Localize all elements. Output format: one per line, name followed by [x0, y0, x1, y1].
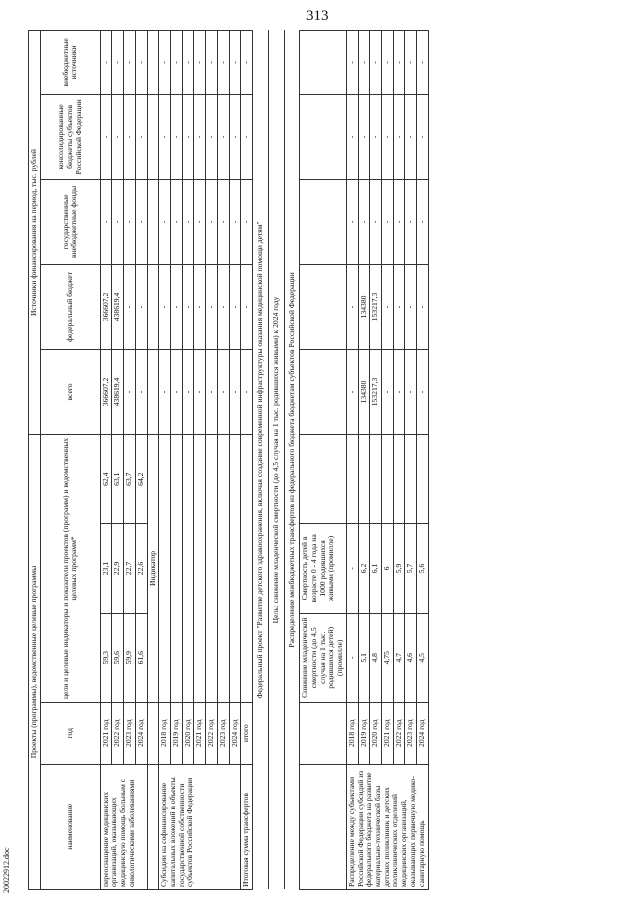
rotated-table-area [28, 30, 638, 890]
funds-cell: - [124, 179, 136, 264]
funds-cell: - [370, 179, 382, 264]
table-row [194, 31, 206, 890]
table-row [229, 31, 241, 890]
offbudget-cell: - [405, 31, 417, 95]
consolidated-cell: - [217, 94, 229, 179]
federal-cell: - [229, 264, 241, 349]
indicator-value: 23,1 [100, 524, 112, 613]
funds-cell: - [100, 179, 112, 264]
page-number: 313 [306, 8, 329, 24]
year-cell: 2019 год [358, 702, 370, 764]
indicator-empty [346, 435, 358, 524]
indicator-value: - [346, 613, 358, 702]
indicator-value: 6 [381, 524, 393, 613]
funds-cell: - [405, 179, 417, 264]
table-row [370, 31, 382, 890]
offbudget-cell: - [370, 31, 382, 95]
indicator-empty [159, 435, 171, 703]
total-body [241, 31, 346, 890]
federal-cell: 134380 [358, 264, 370, 349]
year-cell: 2021 год [100, 702, 112, 764]
col-year: год [40, 702, 100, 764]
total-cell: 438619,4 [112, 349, 124, 434]
offbudget-cell: - [124, 31, 136, 95]
funds-cell: - [171, 179, 183, 264]
year-cell: 2024 год [417, 702, 429, 764]
footer-filename: 20022912.doc [2, 847, 11, 893]
federal-cell: 153217,3 [370, 264, 382, 349]
funds-cell: - [381, 179, 393, 264]
indicator-value: 61,6 [135, 613, 147, 702]
total-row-year: итого [241, 702, 253, 764]
total-cell: - [171, 349, 183, 434]
indicator-value: 4,7 [393, 613, 405, 702]
federal-cell: - [381, 264, 393, 349]
indicator-value: 64,2 [135, 435, 147, 524]
funds-cell: - [417, 179, 429, 264]
offbudget-cell: - [229, 31, 241, 95]
indicator-value: 4,5 [417, 613, 429, 702]
funds-cell: - [393, 179, 405, 264]
consolidated-cell: - [135, 94, 147, 179]
funds-cell: - [159, 179, 171, 264]
consolidated-cell: - [393, 94, 405, 179]
total-row-funds: - [241, 179, 253, 264]
total-cell: - [417, 349, 429, 434]
consolidated-cell: - [405, 94, 417, 179]
federal-cell: - [346, 264, 358, 349]
indicator-empty [194, 435, 206, 703]
total-cell: - [194, 349, 206, 434]
indicator-value: 4,75 [381, 613, 393, 702]
year-cell: 2018 год [159, 702, 171, 764]
offbudget-cell: - [159, 31, 171, 95]
year-cell: 2024 год [135, 702, 147, 764]
indicator-empty [206, 435, 218, 703]
table-row [393, 31, 405, 890]
offbudget-cell: - [206, 31, 218, 95]
indicator-value: 5,9 [393, 524, 405, 613]
total-cell: - [182, 349, 194, 434]
indicator-body [147, 31, 159, 890]
financing-table [28, 30, 429, 890]
col-goals: цели и целевые индикаторы и показатели проектов (программ) и ведомственных целевых программ* [40, 435, 100, 703]
indicator-value: 59,9 [124, 613, 136, 702]
federal-cell: - [206, 264, 218, 349]
year-cell: 2018 год [346, 702, 358, 764]
indicator-empty [358, 435, 370, 524]
indicator-empty [171, 435, 183, 703]
federal-cell: - [135, 264, 147, 349]
col-federal: федеральный бюджет [40, 264, 100, 349]
total-cell: - [206, 349, 218, 434]
table-row [417, 31, 429, 890]
funds-cell: - [217, 179, 229, 264]
total-cell: 134380 [358, 349, 370, 434]
row-name: переоснащение медицинских организаций, оказывающих медицинскую помощь больным с онкологическими заболеваниями [100, 764, 147, 889]
col-consolidated: консолидированные бюджеты субъектов Российской Федерации [40, 94, 100, 179]
indicator-value: 5,6 [417, 524, 429, 613]
total-cell: - [346, 349, 358, 434]
offbudget-cell: - [393, 31, 405, 95]
federal-cell: - [393, 264, 405, 349]
year-cell: 2020 год [182, 702, 194, 764]
federal-cell: - [124, 264, 136, 349]
funds-cell: - [358, 179, 370, 264]
table-row [381, 31, 393, 890]
year-cell: 2023 год [217, 702, 229, 764]
table-row [124, 31, 136, 890]
consolidated-cell: - [159, 94, 171, 179]
funds-cell: - [346, 179, 358, 264]
total-row-name: Итоговая сумма трансфертов [241, 764, 253, 889]
total-cell: - [124, 349, 136, 434]
offbudget-cell: - [217, 31, 229, 95]
offbudget-cell: - [346, 31, 358, 95]
offbudget-cell: - [100, 31, 112, 95]
indicator-empty [370, 435, 382, 524]
indicator-empty [229, 435, 241, 703]
block2-body [159, 31, 241, 890]
consolidated-cell: - [229, 94, 241, 179]
year-cell: 2022 год [393, 702, 405, 764]
indicator-1: Снижение младенческой смертности (до 4,5 случая на 1 тыс. родившихся детей) (промилле) [300, 613, 347, 702]
total-cell: - [381, 349, 393, 434]
funds-cell: - [135, 179, 147, 264]
indicator-empty [381, 435, 393, 524]
offbudget-cell: - [171, 31, 183, 95]
federal-cell: - [159, 264, 171, 349]
consolidated-cell: - [100, 94, 112, 179]
indicator-empty [182, 435, 194, 703]
consolidated-cell: - [171, 94, 183, 179]
table-row [346, 31, 358, 890]
federal-cell: - [182, 264, 194, 349]
federal-cell: - [405, 264, 417, 349]
indicator-label: Индикатор [147, 435, 159, 703]
offbudget-cell: - [112, 31, 124, 95]
block1-body [100, 31, 147, 890]
consolidated-cell: - [112, 94, 124, 179]
year-cell: 2022 год [112, 702, 124, 764]
total-cell: 366607,2 [100, 349, 112, 434]
federal-cell: - [417, 264, 429, 349]
indicator-value: 4,6 [405, 613, 417, 702]
federal-cell: 366607,2 [100, 264, 112, 349]
year-cell: 2022 год [206, 702, 218, 764]
indicator-2: Смертность детей в возрасте 0 - 4 года на 1000 родившихся живыми (промилле) [300, 524, 347, 613]
total-row-total: - [241, 349, 253, 434]
funds-cell: - [112, 179, 124, 264]
total-cell: - [393, 349, 405, 434]
table-row [182, 31, 194, 890]
funds-cell: - [229, 179, 241, 264]
table-row [135, 31, 147, 890]
total-cell: - [229, 349, 241, 434]
federal-cell: - [217, 264, 229, 349]
sources-header: Источники финансирования на период, тыс. рублей [29, 31, 41, 435]
indicator-value: - [346, 524, 358, 613]
year-cell: 2023 год [124, 702, 136, 764]
year-cell: 2020 год [370, 702, 382, 764]
table-row [206, 31, 218, 890]
table-row [405, 31, 417, 890]
row-name: Распределение между субъектами Российской Федерации субсидий из федерального бюджета на развитие материально-технической базы детских поликлиник и детских поликлинических отделений медицинских организаций, оказывающих первичную медико-санитарную помощь [346, 764, 428, 889]
total-row-offbudget: - [241, 31, 253, 95]
consolidated-cell: - [358, 94, 370, 179]
goal-text: Цель: снижение младенческой смертности (до 4,5 случая на 1 тыс. родившихся живыми) к 2024 году [268, 31, 284, 890]
row-name: Субсидии на софинансирование капитальных вложений в объекты государственной собственности субъектов Российской Федерации [159, 764, 241, 889]
col-state-funds: государственные внебюджетные фонды [40, 179, 100, 264]
consolidated-cell: - [182, 94, 194, 179]
total-cell: - [405, 349, 417, 434]
indicator-value: 63,7 [124, 435, 136, 524]
indicator-empty [417, 435, 429, 524]
col-name: наименование [40, 764, 100, 889]
total-cell: - [159, 349, 171, 434]
table-row [217, 31, 229, 890]
offbudget-cell: - [417, 31, 429, 95]
funds-cell: - [206, 179, 218, 264]
indicator-value: 22,6 [135, 524, 147, 613]
year-cell: 2021 год [194, 702, 206, 764]
table-row [112, 31, 124, 890]
distribution-title: Распределение межбюджетных трансфертов из федерального бюджета бюджетам субъектов Российской Федерации [284, 31, 300, 890]
block3-body [346, 31, 428, 890]
federal-cell: 438619,4 [112, 264, 124, 349]
federal-cell: - [194, 264, 206, 349]
funds-cell: - [182, 179, 194, 264]
indicator-value: 22,7 [124, 524, 136, 613]
consolidated-cell: - [206, 94, 218, 179]
indicator-value: 6,2 [358, 524, 370, 613]
table-row [100, 31, 112, 890]
total-cell: 153217,3 [370, 349, 382, 434]
indicator-value: 59,6 [112, 613, 124, 702]
consolidated-cell: - [417, 94, 429, 179]
total-row-fed: - [241, 264, 253, 349]
year-cell: 2024 год [229, 702, 241, 764]
col-offbudget: внебюджетные источники [40, 31, 100, 95]
table-row [171, 31, 183, 890]
federal-project-title: Федеральный проект "Развитие детского здравоохранения, включая создание современной инфраструктуры оказания медицинской помощи детям" [253, 31, 269, 890]
indicator-value: 22,9 [112, 524, 124, 613]
indicator-value: 6,1 [370, 524, 382, 613]
offbudget-cell: - [182, 31, 194, 95]
year-cell: 2021 год [381, 702, 393, 764]
funds-cell: - [194, 179, 206, 264]
offbudget-cell: - [358, 31, 370, 95]
consolidated-cell: - [370, 94, 382, 179]
indicator-value: 59,3 [100, 613, 112, 702]
indicator-empty [393, 435, 405, 524]
consolidated-cell: - [346, 94, 358, 179]
indicator-value: 4,8 [370, 613, 382, 702]
projects-header: Проекты (программы), ведомственные целевые программы [29, 435, 41, 890]
indicator-value: 5,1 [358, 613, 370, 702]
indicator-empty [217, 435, 229, 703]
offbudget-cell: - [194, 31, 206, 95]
total-cell: - [217, 349, 229, 434]
table-row [159, 31, 171, 890]
total-row-consolidated: - [241, 94, 253, 179]
consolidated-cell: - [124, 94, 136, 179]
table-row [358, 31, 370, 890]
year-cell: 2023 год [405, 702, 417, 764]
offbudget-cell: - [135, 31, 147, 95]
col-total: всего [40, 349, 100, 434]
offbudget-cell: - [381, 31, 393, 95]
indicator-empty [405, 435, 417, 524]
total-cell: - [135, 349, 147, 434]
consolidated-cell: - [381, 94, 393, 179]
indicator-value: 5,7 [405, 524, 417, 613]
indicator-value: 62,4 [100, 435, 112, 524]
federal-cell: - [171, 264, 183, 349]
year-cell: 2019 год [171, 702, 183, 764]
indicator-value: 63,1 [112, 435, 124, 524]
consolidated-cell: - [194, 94, 206, 179]
